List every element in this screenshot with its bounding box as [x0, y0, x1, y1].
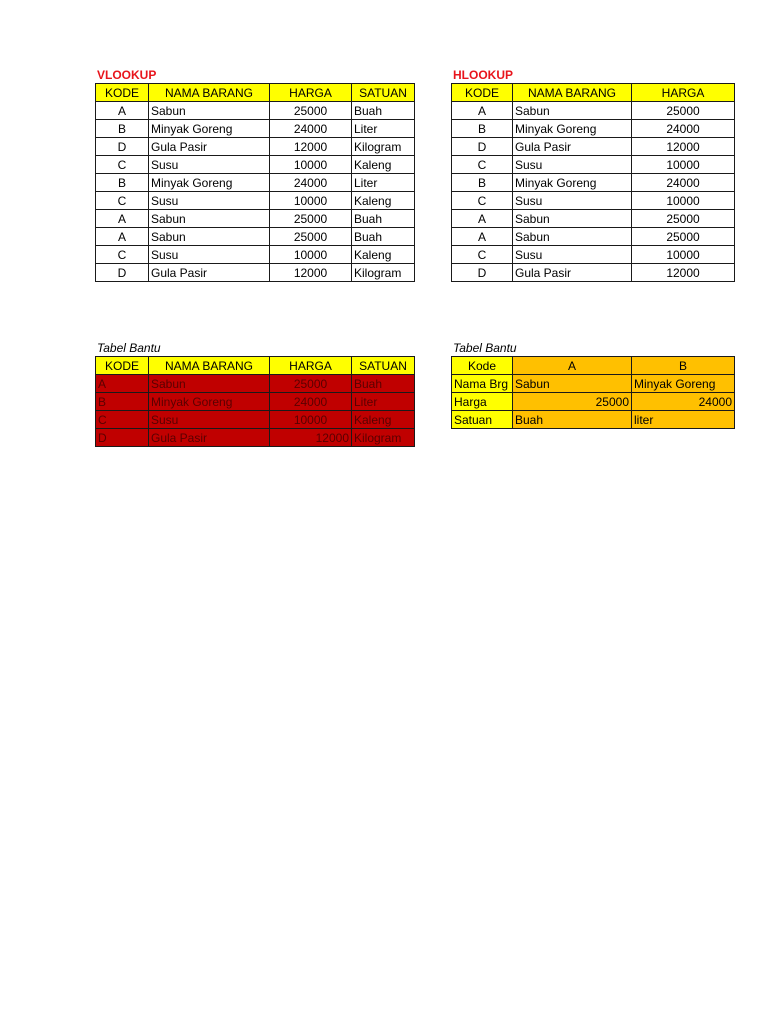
vlookup-header-row	[96, 84, 415, 102]
table-row	[96, 264, 415, 282]
cell-kode[interactable]: D	[96, 429, 149, 447]
cell-nama[interactable]: Minyak Goreng	[149, 393, 270, 411]
cell-harga[interactable]: 25000	[632, 228, 735, 246]
tabel-bantu-v-table	[95, 356, 415, 447]
cell-satuan[interactable]: Kaleng	[352, 156, 415, 174]
table-row	[96, 102, 415, 120]
cell-satuan[interactable]: Kilogram	[352, 264, 415, 282]
cell-kode[interactable]: B	[452, 120, 513, 138]
table-row	[452, 393, 735, 411]
cell-nama[interactable]: Gula Pasir	[149, 138, 270, 156]
col-header-kode[interactable]: KODE	[96, 357, 149, 375]
col-header-harga[interactable]: HARGA	[270, 357, 352, 375]
tabel-bantu-v-header-row	[96, 357, 415, 375]
cell-kode[interactable]: C	[96, 246, 149, 264]
table-row	[452, 120, 735, 138]
cell-nama[interactable]: Susu	[149, 192, 270, 210]
hlookup-table	[451, 83, 735, 282]
cell-nama[interactable]: Sabun	[149, 102, 270, 120]
col-header-b[interactable]: B	[632, 357, 735, 375]
table-row	[96, 192, 415, 210]
col-header-nama-barang[interactable]: NAMA BARANG	[513, 84, 632, 102]
table-row	[452, 156, 735, 174]
table-row	[96, 246, 415, 264]
cell-harga[interactable]: 12000	[270, 429, 352, 447]
cell-kode[interactable]: A	[452, 210, 513, 228]
table-row	[96, 429, 415, 447]
cell-nama[interactable]: Sabun	[513, 102, 632, 120]
cell-nama[interactable]: Susu	[513, 246, 632, 264]
cell-satuan[interactable]: Kaleng	[352, 411, 415, 429]
cell-kode[interactable]: D	[96, 264, 149, 282]
cell-nama[interactable]: Minyak Goreng	[149, 174, 270, 192]
col-header-harga[interactable]: HARGA	[270, 84, 352, 102]
cell-satuan[interactable]: Liter	[352, 393, 415, 411]
cell-harga[interactable]: 25000	[270, 228, 352, 246]
cell-harga[interactable]: 12000	[270, 264, 352, 282]
cell-a[interactable]: Sabun	[513, 375, 632, 393]
table-row	[96, 393, 415, 411]
cell-nama[interactable]: Susu	[513, 156, 632, 174]
table-row	[452, 264, 735, 282]
col-header-nama-barang[interactable]: NAMA BARANG	[149, 357, 270, 375]
cell-satuan[interactable]: Buah	[352, 228, 415, 246]
cell-harga[interactable]: 10000	[632, 246, 735, 264]
col-header-harga[interactable]: HARGA	[632, 84, 735, 102]
cell-nama[interactable]: Minyak Goreng	[149, 120, 270, 138]
table-row	[452, 102, 735, 120]
cell-nama[interactable]: Sabun	[513, 228, 632, 246]
cell-kode[interactable]: B	[96, 120, 149, 138]
cell-harga[interactable]: 10000	[270, 192, 352, 210]
cell-kode[interactable]: A	[452, 102, 513, 120]
cell-satuan[interactable]: Buah	[352, 210, 415, 228]
cell-kode[interactable]: B	[452, 174, 513, 192]
cell-nama[interactable]: Sabun	[149, 228, 270, 246]
cell-harga[interactable]: 10000	[632, 192, 735, 210]
cell-nama[interactable]: Susu	[149, 411, 270, 429]
cell-a[interactable]: 25000	[513, 393, 632, 411]
cell-kode[interactable]: C	[452, 156, 513, 174]
table-row	[96, 174, 415, 192]
cell-harga[interactable]: 24000	[632, 174, 735, 192]
cell-kode[interactable]: D	[96, 138, 149, 156]
cell-kode[interactable]: C	[452, 192, 513, 210]
col-header-kode[interactable]: KODE	[96, 84, 149, 102]
cell-harga[interactable]: 24000	[270, 120, 352, 138]
cell-harga[interactable]: 25000	[632, 102, 735, 120]
table-row	[96, 138, 415, 156]
row-label-nama-brg[interactable]: Nama Brg	[452, 375, 513, 393]
cell-b[interactable]: liter	[632, 411, 735, 429]
col-header-a[interactable]: A	[513, 357, 632, 375]
cell-nama[interactable]: Susu	[149, 246, 270, 264]
table-row	[452, 210, 735, 228]
cell-nama[interactable]: Gula Pasir	[149, 264, 270, 282]
col-header-nama-barang[interactable]: NAMA BARANG	[149, 84, 270, 102]
cell-kode[interactable]: C	[96, 411, 149, 429]
cell-harga[interactable]: 10000	[632, 156, 735, 174]
cell-satuan[interactable]: Buah	[352, 375, 415, 393]
cell-a[interactable]: Buah	[513, 411, 632, 429]
hlookup-title: HLOOKUP	[453, 68, 513, 82]
cell-nama[interactable]: Gula Pasir	[513, 138, 632, 156]
table-row	[452, 411, 735, 429]
cell-nama[interactable]: Minyak Goreng	[513, 174, 632, 192]
col-header-satuan[interactable]: SATUAN	[352, 357, 415, 375]
table-row	[96, 411, 415, 429]
row-header-kode[interactable]: Kode	[452, 357, 513, 375]
tabel-bantu-h-header-row	[452, 357, 735, 375]
cell-kode[interactable]: A	[96, 228, 149, 246]
cell-nama[interactable]: Susu	[149, 156, 270, 174]
table-row	[452, 228, 735, 246]
cell-harga[interactable]: 24000	[632, 120, 735, 138]
cell-kode[interactable]: B	[96, 393, 149, 411]
table-row	[452, 192, 735, 210]
cell-harga[interactable]: 12000	[632, 138, 735, 156]
vlookup-title: VLOOKUP	[97, 68, 157, 82]
cell-b[interactable]: Minyak Goreng	[632, 375, 735, 393]
row-label-satuan[interactable]: Satuan	[452, 411, 513, 429]
cell-nama[interactable]: Gula Pasir	[513, 264, 632, 282]
cell-kode[interactable]: D	[452, 138, 513, 156]
cell-kode[interactable]: A	[452, 228, 513, 246]
tabel-bantu-h-caption: Tabel Bantu	[453, 341, 517, 355]
cell-kode[interactable]: A	[96, 210, 149, 228]
tabel-bantu-v-caption: Tabel Bantu	[97, 341, 161, 355]
cell-harga[interactable]: 25000	[270, 375, 352, 393]
table-row	[96, 375, 415, 393]
cell-nama[interactable]: Gula Pasir	[149, 429, 270, 447]
cell-kode[interactable]: C	[96, 156, 149, 174]
cell-satuan[interactable]: Buah	[352, 102, 415, 120]
cell-harga[interactable]: 10000	[270, 411, 352, 429]
table-row	[96, 228, 415, 246]
cell-satuan[interactable]: Liter	[352, 120, 415, 138]
cell-satuan[interactable]: Kilogram	[352, 138, 415, 156]
col-header-satuan[interactable]: SATUAN	[352, 84, 415, 102]
cell-harga[interactable]: 24000	[270, 174, 352, 192]
cell-harga[interactable]: 12000	[632, 264, 735, 282]
cell-satuan[interactable]: Liter	[352, 174, 415, 192]
cell-kode[interactable]: A	[96, 102, 149, 120]
cell-harga[interactable]: 24000	[270, 393, 352, 411]
cell-nama[interactable]: Susu	[513, 192, 632, 210]
cell-harga[interactable]: 25000	[632, 210, 735, 228]
cell-b[interactable]: 24000	[632, 393, 735, 411]
table-row	[452, 174, 735, 192]
table-row	[96, 210, 415, 228]
cell-satuan[interactable]: Kaleng	[352, 246, 415, 264]
vlookup-table	[95, 83, 415, 282]
table-row	[96, 120, 415, 138]
row-label-harga[interactable]: Harga	[452, 393, 513, 411]
cell-kode[interactable]: B	[96, 174, 149, 192]
cell-kode[interactable]: A	[96, 375, 149, 393]
cell-satuan[interactable]: Kilogram	[352, 429, 415, 447]
cell-satuan[interactable]: Kaleng	[352, 192, 415, 210]
cell-kode[interactable]: C	[452, 246, 513, 264]
hlookup-header-row	[452, 84, 735, 102]
cell-harga[interactable]: 10000	[270, 246, 352, 264]
cell-nama[interactable]: Minyak Goreng	[513, 120, 632, 138]
cell-harga[interactable]: 25000	[270, 102, 352, 120]
table-row	[452, 138, 735, 156]
table-row	[452, 375, 735, 393]
cell-harga[interactable]: 25000	[270, 210, 352, 228]
cell-kode[interactable]: D	[452, 264, 513, 282]
cell-harga[interactable]: 10000	[270, 156, 352, 174]
col-header-kode[interactable]: KODE	[452, 84, 513, 102]
cell-harga[interactable]: 12000	[270, 138, 352, 156]
table-row	[96, 156, 415, 174]
cell-nama[interactable]: Sabun	[149, 375, 270, 393]
table-row	[452, 246, 735, 264]
tabel-bantu-h-table	[451, 356, 735, 429]
cell-nama[interactable]: Sabun	[513, 210, 632, 228]
cell-kode[interactable]: C	[96, 192, 149, 210]
cell-nama[interactable]: Sabun	[149, 210, 270, 228]
